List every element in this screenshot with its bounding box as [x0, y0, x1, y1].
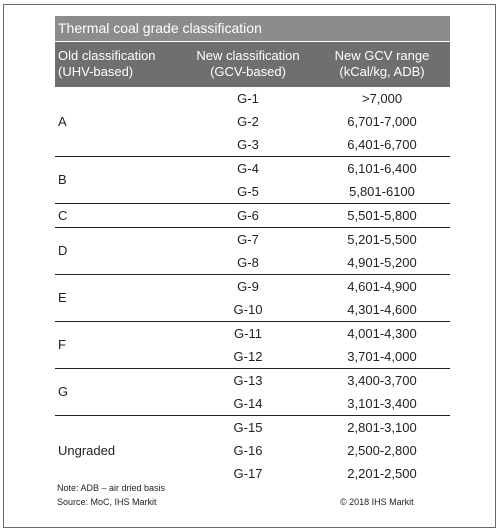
row-group [55, 87, 450, 157]
table-row [55, 251, 450, 274]
header-gcv-line1: New GCV range [334, 48, 430, 63]
table-row [55, 87, 450, 110]
table-body [55, 87, 450, 485]
table-row [55, 392, 450, 415]
footer-note: Note: ADB – air dried basis [57, 483, 166, 493]
row-group [55, 322, 450, 369]
table-row [55, 275, 450, 298]
row-group [55, 369, 450, 416]
table-row [55, 298, 450, 321]
header-new-classification [182, 48, 314, 80]
table-row [55, 369, 450, 392]
new-classification-cell: G-11 [234, 326, 262, 341]
gcv-range-cell: 3,400-3,700 [347, 373, 417, 388]
new-classification-cell: G-3 [237, 137, 259, 152]
table-row [55, 228, 450, 251]
new-classification-cell: G-5 [237, 184, 259, 199]
gcv-range-cell: 6,701-7,000 [347, 114, 417, 129]
gcv-range-cell: 4,001-4,300 [347, 326, 417, 341]
new-classification-cell: G-10 [233, 302, 263, 317]
table-row [55, 157, 450, 180]
table-row [55, 345, 450, 368]
gcv-range-cell: 5,801-6100 [349, 184, 415, 199]
gcv-range-cell: 2,201-2,500 [347, 466, 417, 481]
footer-copyright: © 2018 IHS Markit [340, 497, 414, 507]
new-classification-cell: G-1 [237, 91, 259, 106]
row-group [55, 275, 450, 322]
new-classification-cell: G-4 [237, 161, 259, 176]
footer-source: Source: MoC, IHS Markit [57, 497, 157, 507]
new-classification-cell: G-16 [233, 443, 263, 458]
header-new-line1: New classification [196, 48, 300, 63]
footer-notes [57, 481, 165, 509]
table-row [55, 416, 450, 439]
header-gcv-range [314, 48, 450, 80]
table-row [55, 322, 450, 345]
gcv-range-cell: 5,201-5,500 [347, 232, 417, 247]
row-group [55, 157, 450, 204]
new-classification-cell: G-15 [233, 420, 263, 435]
gcv-range-cell: 3,101-3,400 [347, 396, 417, 411]
new-classification-cell: G-9 [237, 279, 259, 294]
header-old-line1: Old classification [58, 48, 156, 63]
table-header-row [55, 42, 450, 87]
old-classification-cell: F [58, 337, 66, 352]
table-row [55, 133, 450, 156]
old-classification-cell: E [58, 290, 67, 305]
old-classification-cell: B [58, 172, 67, 187]
old-classification-cell: A [58, 113, 67, 129]
new-classification-cell: G-17 [233, 466, 263, 481]
new-classification-cell: G-12 [233, 349, 263, 364]
new-classification-cell: G-13 [233, 373, 263, 388]
table-row [55, 110, 450, 133]
gcv-range-cell: 4,901-5,200 [347, 255, 417, 270]
new-classification-cell: G-14 [233, 396, 263, 411]
header-new-line2: (GCV-based) [210, 64, 286, 79]
new-classification-cell: G-8 [237, 255, 259, 270]
gcv-range-cell: 2,801-3,100 [347, 420, 417, 435]
table-row [55, 439, 450, 462]
gcv-range-cell: 2,500-2,800 [347, 443, 417, 458]
header-old-line2: (UHV-based) [58, 64, 134, 79]
table-row [55, 180, 450, 203]
new-classification-cell: G-7 [237, 232, 259, 247]
table-row [55, 204, 450, 227]
gcv-range-cell: 3,701-4,000 [347, 349, 417, 364]
gcv-range-cell: 5,501-5,800 [347, 208, 417, 223]
row-group [55, 204, 450, 228]
new-classification-cell: G-2 [237, 114, 259, 129]
old-classification-cell: D [58, 243, 68, 258]
old-classification-cell: C [58, 207, 68, 223]
gcv-range-cell: 6,101-6,400 [347, 161, 417, 176]
gcv-range-cell: 6,401-6,700 [347, 137, 417, 152]
table-title: Thermal coal grade classification [55, 16, 450, 41]
new-classification-cell: G-6 [237, 208, 259, 223]
gcv-range-cell: 4,601-4,900 [347, 279, 417, 294]
gcv-range-cell: 4,301-4,600 [347, 302, 417, 317]
old-classification-cell: G [58, 384, 69, 399]
gcv-range-cell: >7,000 [361, 91, 403, 106]
header-old-classification [58, 48, 156, 80]
row-group [55, 416, 450, 485]
header-gcv-line2: (kCal/kg, ADB) [339, 64, 425, 79]
row-group [55, 228, 450, 275]
old-classification-cell: Ungraded [58, 442, 116, 458]
